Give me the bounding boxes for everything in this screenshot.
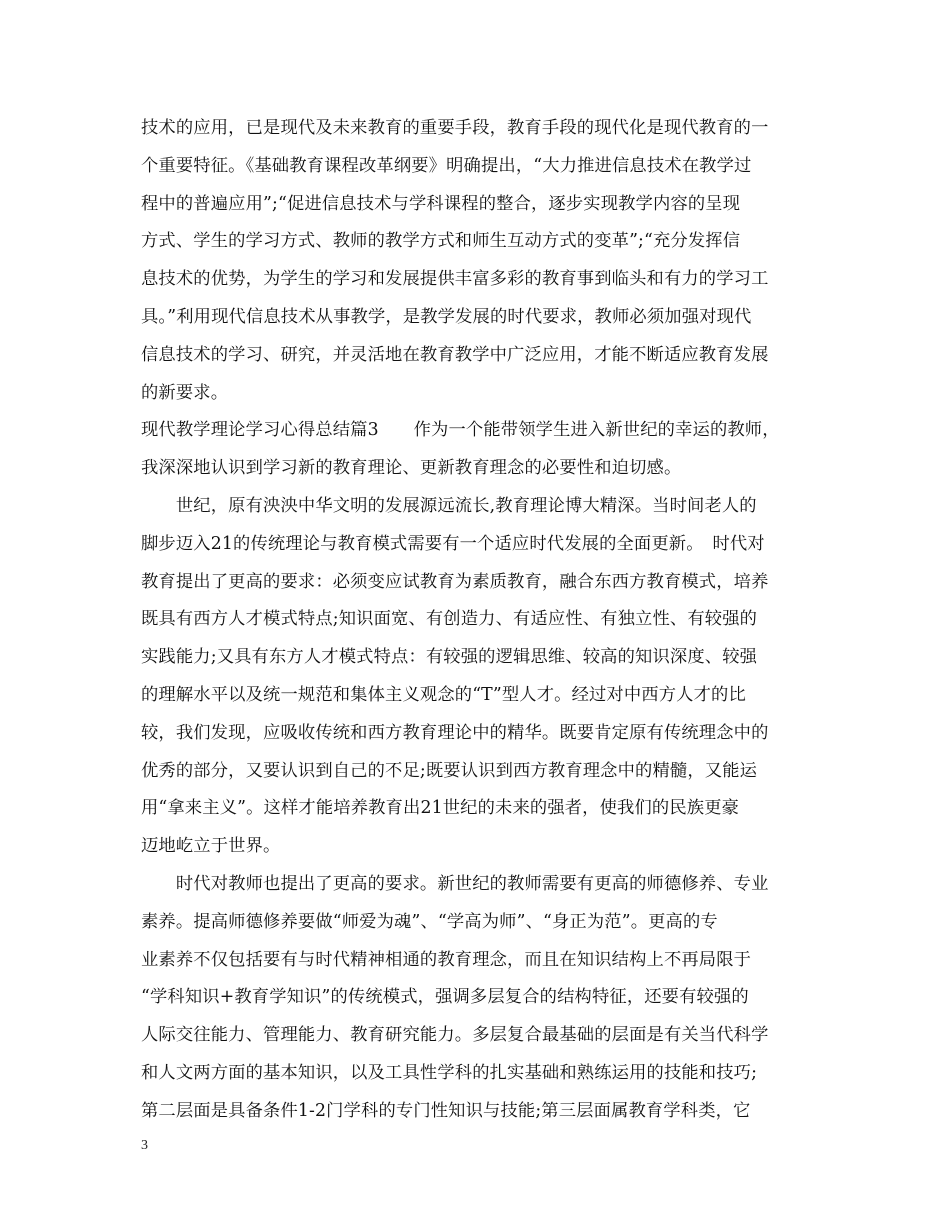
- text-line: 时代对教师也提出了更高的要求。新世纪的教师需要有更高的师德修养、专业: [141, 873, 769, 894]
- text-line: 实践能力;又具有东方人才模式特点：有较强的逻辑思维、较高的知识深度、较强: [141, 647, 758, 668]
- text-line: 个重要特征。《基础教育课程改革纲要》明确提出，“大力推进信息技术在教学过: [141, 155, 752, 176]
- text-line: 方式、学生的学习方式、教师的教学方式和师生互动方式的变革”;“充分发挥信: [141, 231, 741, 252]
- text-line: 的理解水平以及统一规范和集体主义观念的“T”型人才。经过对中西方人才的比: [141, 684, 746, 705]
- page-number: 3: [141, 1138, 148, 1153]
- text-line: 脚步迈入21的传统理论与教育模式需要有一个适应时代发展的全面更新。 时代对: [141, 533, 765, 554]
- text-line: 息技术的优势，为学生的学习和发展提供丰富多彩的教育事到临头和有力的学习工: [141, 269, 769, 290]
- text-line: 信息技术的学习、研究，并灵活地在教育教学中广泛应用，才能不断适应教育发展: [141, 344, 769, 365]
- text-line: “学科知识+教育学知识”的传统模式，强调多层复合的结构特征，还要有较强的: [141, 987, 749, 1008]
- text-line: 程中的普遍应用”;“促进信息技术与学科课程的整合，逐步实现教学内容的呈现: [141, 193, 741, 214]
- text-line: 技术的应用，已是现代及未来教育的重要手段，教育手段的现代化是现代教育的一: [141, 118, 769, 138]
- text-line: 较，我们发现，应吸收传统和西方教育理论中的精华。既要肯定原有传统理念中的: [141, 722, 769, 743]
- text-line: 既具有西方人才模式特点;知识面宽、有创造力、有适应性、有独立性、有较强的: [141, 609, 758, 630]
- section-heading-line: 现代教学理论学习心得总结篇3 作为一个能带领学生进入新世纪的幸运的教师，: [141, 420, 780, 441]
- text-line: 和人文两方面的基本知识，以及工具性学科的扎实基础和熟练运用的技能和技巧;: [141, 1062, 758, 1083]
- text-line: 世纪，原有泱泱中华文明的发展源远流长,教育理论博大精深。当时间老人的: [141, 495, 757, 516]
- text-line: 教育提出了更高的要求：必须变应试教育为素质教育，融合东西方教育模式，培养: [141, 571, 769, 592]
- text-line: 业素养不仅包括要有与时代精神相通的教育理念，而且在知识结构上不再局限于: [141, 949, 752, 970]
- text-line: 具。”利用现代信息技术从事教学，是教学发展的时代要求，教师必须加强对现代: [141, 306, 752, 327]
- text-line: 的新要求。: [141, 382, 229, 403]
- body-text: [141, 110, 816, 1131]
- text-line: 用“拿来主义”。这样才能培养教育出21世纪的未来的强者，使我们的民族更豪: [141, 798, 740, 819]
- text-line: 优秀的部分，又要认识到自己的不足;既要认识到西方教育理念中的精髓，又能运: [141, 760, 758, 781]
- text-line: 第二层面是具备条件1-2门学科的专门性知识与技能;第三层面属教育学科类，它: [141, 1100, 751, 1121]
- text-line: 我深深地认识到学习新的教育理论、更新教育理念的必要性和迫切感。: [141, 458, 682, 479]
- text-line: 素养。提高师德修养要做“师爱为魂”、“学高为师”、“身正为范”。更高的专: [141, 911, 718, 932]
- text-line: 迈地屹立于世界。: [141, 836, 281, 857]
- text-line: 人际交往能力、管理能力、教育研究能力。多层复合最基础的层面是有关当代科学: [141, 1025, 769, 1046]
